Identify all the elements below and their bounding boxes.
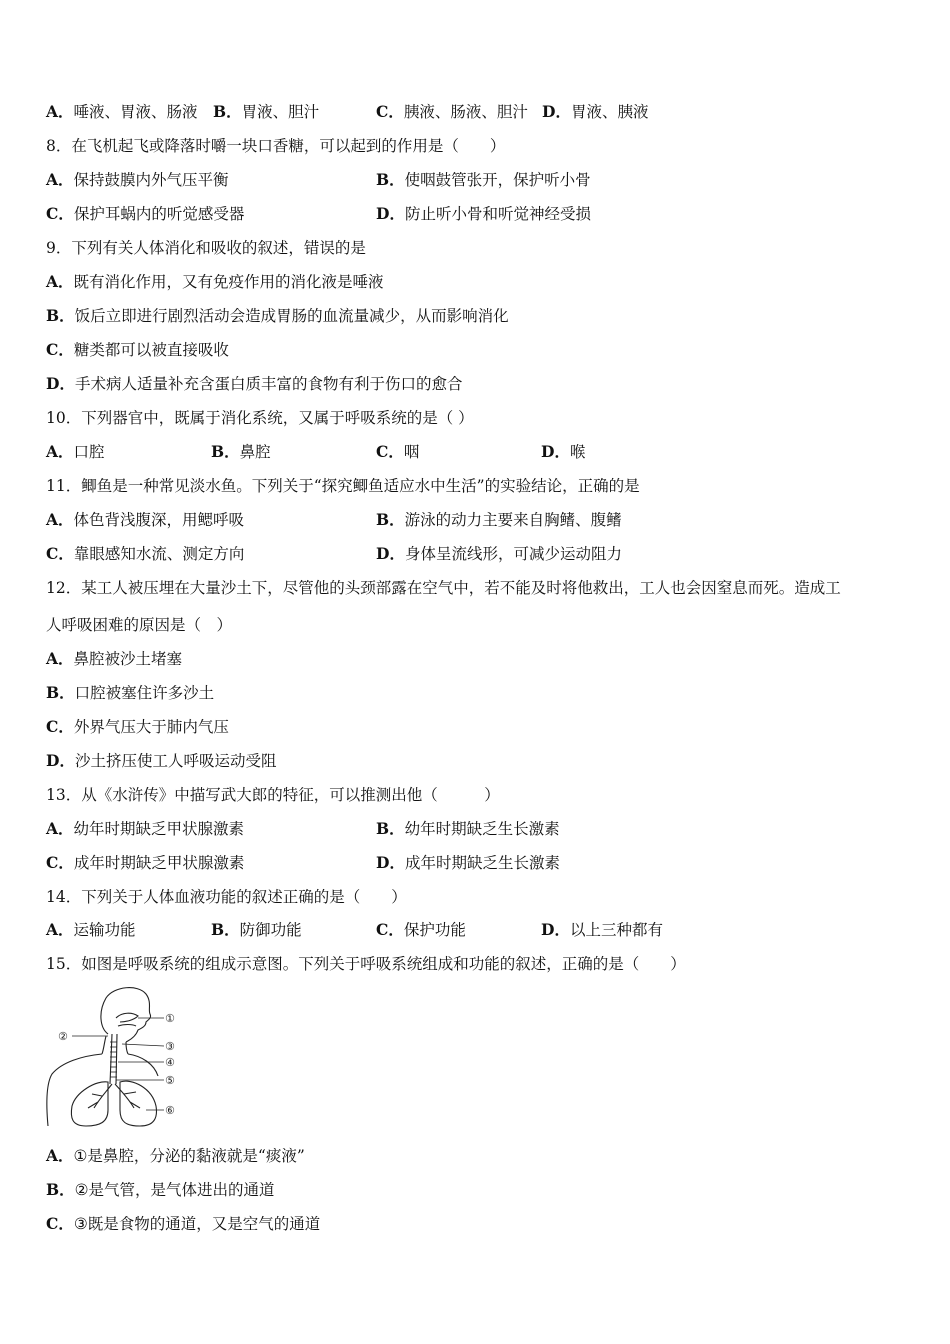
q11-options-row2 bbox=[46, 544, 906, 564]
option-letter: B． bbox=[376, 819, 405, 838]
q10-options bbox=[46, 442, 906, 462]
q14-options bbox=[46, 920, 906, 940]
q9-option-a: A．既有消化作用，又有免疫作用的消化液是唾液 bbox=[46, 272, 384, 291]
q10-stem: 10．下列器官中，既属于消化系统，又属于呼吸系统的是（ ） bbox=[46, 409, 474, 427]
q12-option-a: A．鼻腔被沙土堵塞 bbox=[46, 649, 183, 668]
q12-stem-line1: 12．某工人被压埋在大量沙土下，尽管他的头颈部露在空气中，若不能及时将他救出，工人也会因窒息而死。造成工 bbox=[46, 579, 841, 597]
option-letter: A． bbox=[46, 102, 74, 121]
torso-outline bbox=[47, 1054, 102, 1126]
option-letter: D． bbox=[376, 853, 405, 872]
q11-option-c: C．靠眼感知水流、测定方向 bbox=[46, 544, 245, 563]
trachea-right bbox=[116, 1034, 117, 1084]
option-letter: A． bbox=[46, 442, 74, 461]
q14-option-d: D．以上三种都有 bbox=[541, 920, 663, 939]
q14-stem: 14．下列关于人体血液功能的叙述正确的是（ ） bbox=[46, 888, 407, 906]
q15-option-a: A．①是鼻腔，分泌的黏液就是“痰液” bbox=[46, 1146, 305, 1165]
torso-outline-right bbox=[128, 1054, 158, 1076]
option-letter: C． bbox=[46, 204, 74, 223]
q13-option-a: A．幼年时期缺乏甲状腺激素 bbox=[46, 819, 245, 838]
option-letter: C． bbox=[376, 920, 404, 939]
q10-option-c: C．咽 bbox=[376, 442, 420, 461]
option-letter: B． bbox=[376, 510, 405, 529]
option-letter: B． bbox=[46, 306, 75, 325]
q13-option-b: B．幼年时期缺乏生长激素 bbox=[376, 819, 560, 838]
right-lung bbox=[120, 1081, 156, 1126]
q10-option-b: B．鼻腔 bbox=[211, 442, 271, 461]
option-letter: A． bbox=[46, 819, 74, 838]
figure-label-4: ④ bbox=[165, 1056, 175, 1069]
option-letter: C． bbox=[46, 717, 74, 736]
q11-stem: 11．鲫鱼是一种常见淡水鱼。下列关于“探究鲫鱼适应水中生活”的实验结论，正确的是 bbox=[46, 477, 640, 495]
neck-front-outline bbox=[126, 1042, 128, 1054]
figure-label-3: ③ bbox=[165, 1040, 175, 1053]
q10-option-a: A．口腔 bbox=[46, 442, 105, 461]
bronchiole-r1 bbox=[124, 1092, 136, 1094]
option-letter: D． bbox=[542, 102, 571, 121]
oral-cavity-outline bbox=[118, 1025, 136, 1027]
option-letter: C． bbox=[46, 853, 74, 872]
respiratory-system-diagram bbox=[42, 984, 182, 1130]
q11-options-row1 bbox=[46, 510, 906, 530]
option-letter: C． bbox=[46, 1214, 74, 1233]
q9-stem: 9．下列有关人体消化和吸收的叙述，错误的是 bbox=[46, 239, 366, 257]
option-letter: D． bbox=[376, 204, 405, 223]
q12-stem-line2: 人呼吸困难的原因是（ ） bbox=[46, 616, 233, 634]
q14-option-c: C．保护功能 bbox=[376, 920, 466, 939]
nasal-cavity-outline bbox=[116, 1013, 138, 1022]
option-letter: C． bbox=[46, 340, 74, 359]
q15-option-b: B．②是气管，是气体进出的通道 bbox=[46, 1180, 275, 1199]
q13-options-row1 bbox=[46, 819, 906, 839]
q13-options-row2 bbox=[46, 853, 906, 873]
trachea-left bbox=[110, 1034, 112, 1084]
option-letter: B． bbox=[211, 442, 240, 461]
q7-option-b: B．胃液、胆汁 bbox=[213, 102, 320, 121]
q14-option-a: A．运输功能 bbox=[46, 920, 136, 939]
q11-option-d: D．身体呈流线形，可减少运动阻力 bbox=[376, 544, 622, 563]
option-letter: D． bbox=[541, 442, 570, 461]
q14-option-b: B．防御功能 bbox=[211, 920, 302, 939]
option-letter: B． bbox=[211, 920, 240, 939]
q15-option-c: C．③既是食物的通道，又是空气的通道 bbox=[46, 1214, 321, 1233]
q9-option-c: C．糖类都可以被直接吸收 bbox=[46, 340, 229, 359]
q13-stem: 13．从《水浒传》中描写武大郎的特征，可以推测出他（ ） bbox=[46, 786, 500, 804]
q8-stem: 8．在飞机起飞或降落时嚼一块口香糖，可以起到的作用是（ ） bbox=[46, 137, 506, 155]
q7-options bbox=[46, 102, 906, 122]
option-letter: B． bbox=[46, 1180, 75, 1199]
q8-option-a: A．保持鼓膜内外气压平衡 bbox=[46, 170, 229, 189]
q12-option-c: C．外界气压大于肺内气压 bbox=[46, 717, 229, 736]
figure-label-2: ② bbox=[58, 1030, 68, 1043]
q13-option-d: D．成年时期缺乏生长激素 bbox=[376, 853, 560, 872]
figure-label-5: ⑤ bbox=[165, 1074, 175, 1087]
option-letter: B． bbox=[376, 170, 405, 189]
q8-options-row2 bbox=[46, 204, 906, 224]
q12-option-b: B．口腔被塞住许多沙土 bbox=[46, 683, 215, 702]
figure-label-1: ① bbox=[165, 1012, 175, 1025]
q7-option-a: A．唾液、胃液、肠液 bbox=[46, 102, 198, 121]
right-bronchus bbox=[115, 1084, 134, 1108]
neck-outline bbox=[102, 1036, 106, 1054]
option-letter: D． bbox=[46, 374, 75, 393]
option-letter: C． bbox=[376, 102, 404, 121]
bronchiole-l1 bbox=[92, 1094, 102, 1096]
q11-option-b: B．游泳的动力主要来自胸鳍、腹鳍 bbox=[376, 510, 622, 529]
head-outline bbox=[101, 988, 151, 1042]
option-letter: C． bbox=[376, 442, 404, 461]
q8-options-row1 bbox=[46, 170, 906, 190]
option-letter: B． bbox=[213, 102, 242, 121]
q9-option-d: D．手术病人适量补充含蛋白质丰富的食物有利于伤口的愈合 bbox=[46, 374, 463, 393]
q7-option-c: C．胰液、肠液、胆汁 bbox=[376, 102, 528, 121]
option-letter: A． bbox=[46, 920, 74, 939]
option-letter: A． bbox=[46, 272, 74, 291]
q8-option-b: B．使咽鼓管张开，保护听小骨 bbox=[376, 170, 591, 189]
q10-option-d: D．喉 bbox=[541, 442, 586, 461]
q8-option-d: D．防止听小骨和听觉神经受损 bbox=[376, 204, 591, 223]
q15-stem: 15．如图是呼吸系统的组成示意图。下列关于呼吸系统组成和功能的叙述，正确的是（ ） bbox=[46, 955, 686, 973]
option-letter: A． bbox=[46, 649, 74, 668]
q8-option-c: C．保护耳蜗内的听觉感受器 bbox=[46, 204, 245, 223]
q12-option-d: D．沙土挤压使工人呼吸运动受阻 bbox=[46, 751, 277, 770]
option-letter: A． bbox=[46, 1146, 74, 1165]
figure-label-6: ⑥ bbox=[165, 1104, 175, 1117]
option-letter: A． bbox=[46, 510, 74, 529]
option-letter: D． bbox=[376, 544, 405, 563]
option-letter: C． bbox=[46, 544, 74, 563]
option-letter: D． bbox=[541, 920, 570, 939]
option-letter: A． bbox=[46, 170, 74, 189]
option-letter: B． bbox=[46, 683, 75, 702]
left-lung bbox=[71, 1082, 108, 1126]
q9-option-b: B．饭后立即进行剧烈活动会造成胃肠的血流量减少，从而影响消化 bbox=[46, 306, 509, 325]
q7-option-d: D．胃液、胰液 bbox=[542, 102, 649, 121]
q13-option-c: C．成年时期缺乏甲状腺激素 bbox=[46, 853, 245, 872]
left-bronchus bbox=[94, 1084, 112, 1108]
option-letter: D． bbox=[46, 751, 75, 770]
q11-option-a: A．体色背浅腹深，用鳃呼吸 bbox=[46, 510, 245, 529]
